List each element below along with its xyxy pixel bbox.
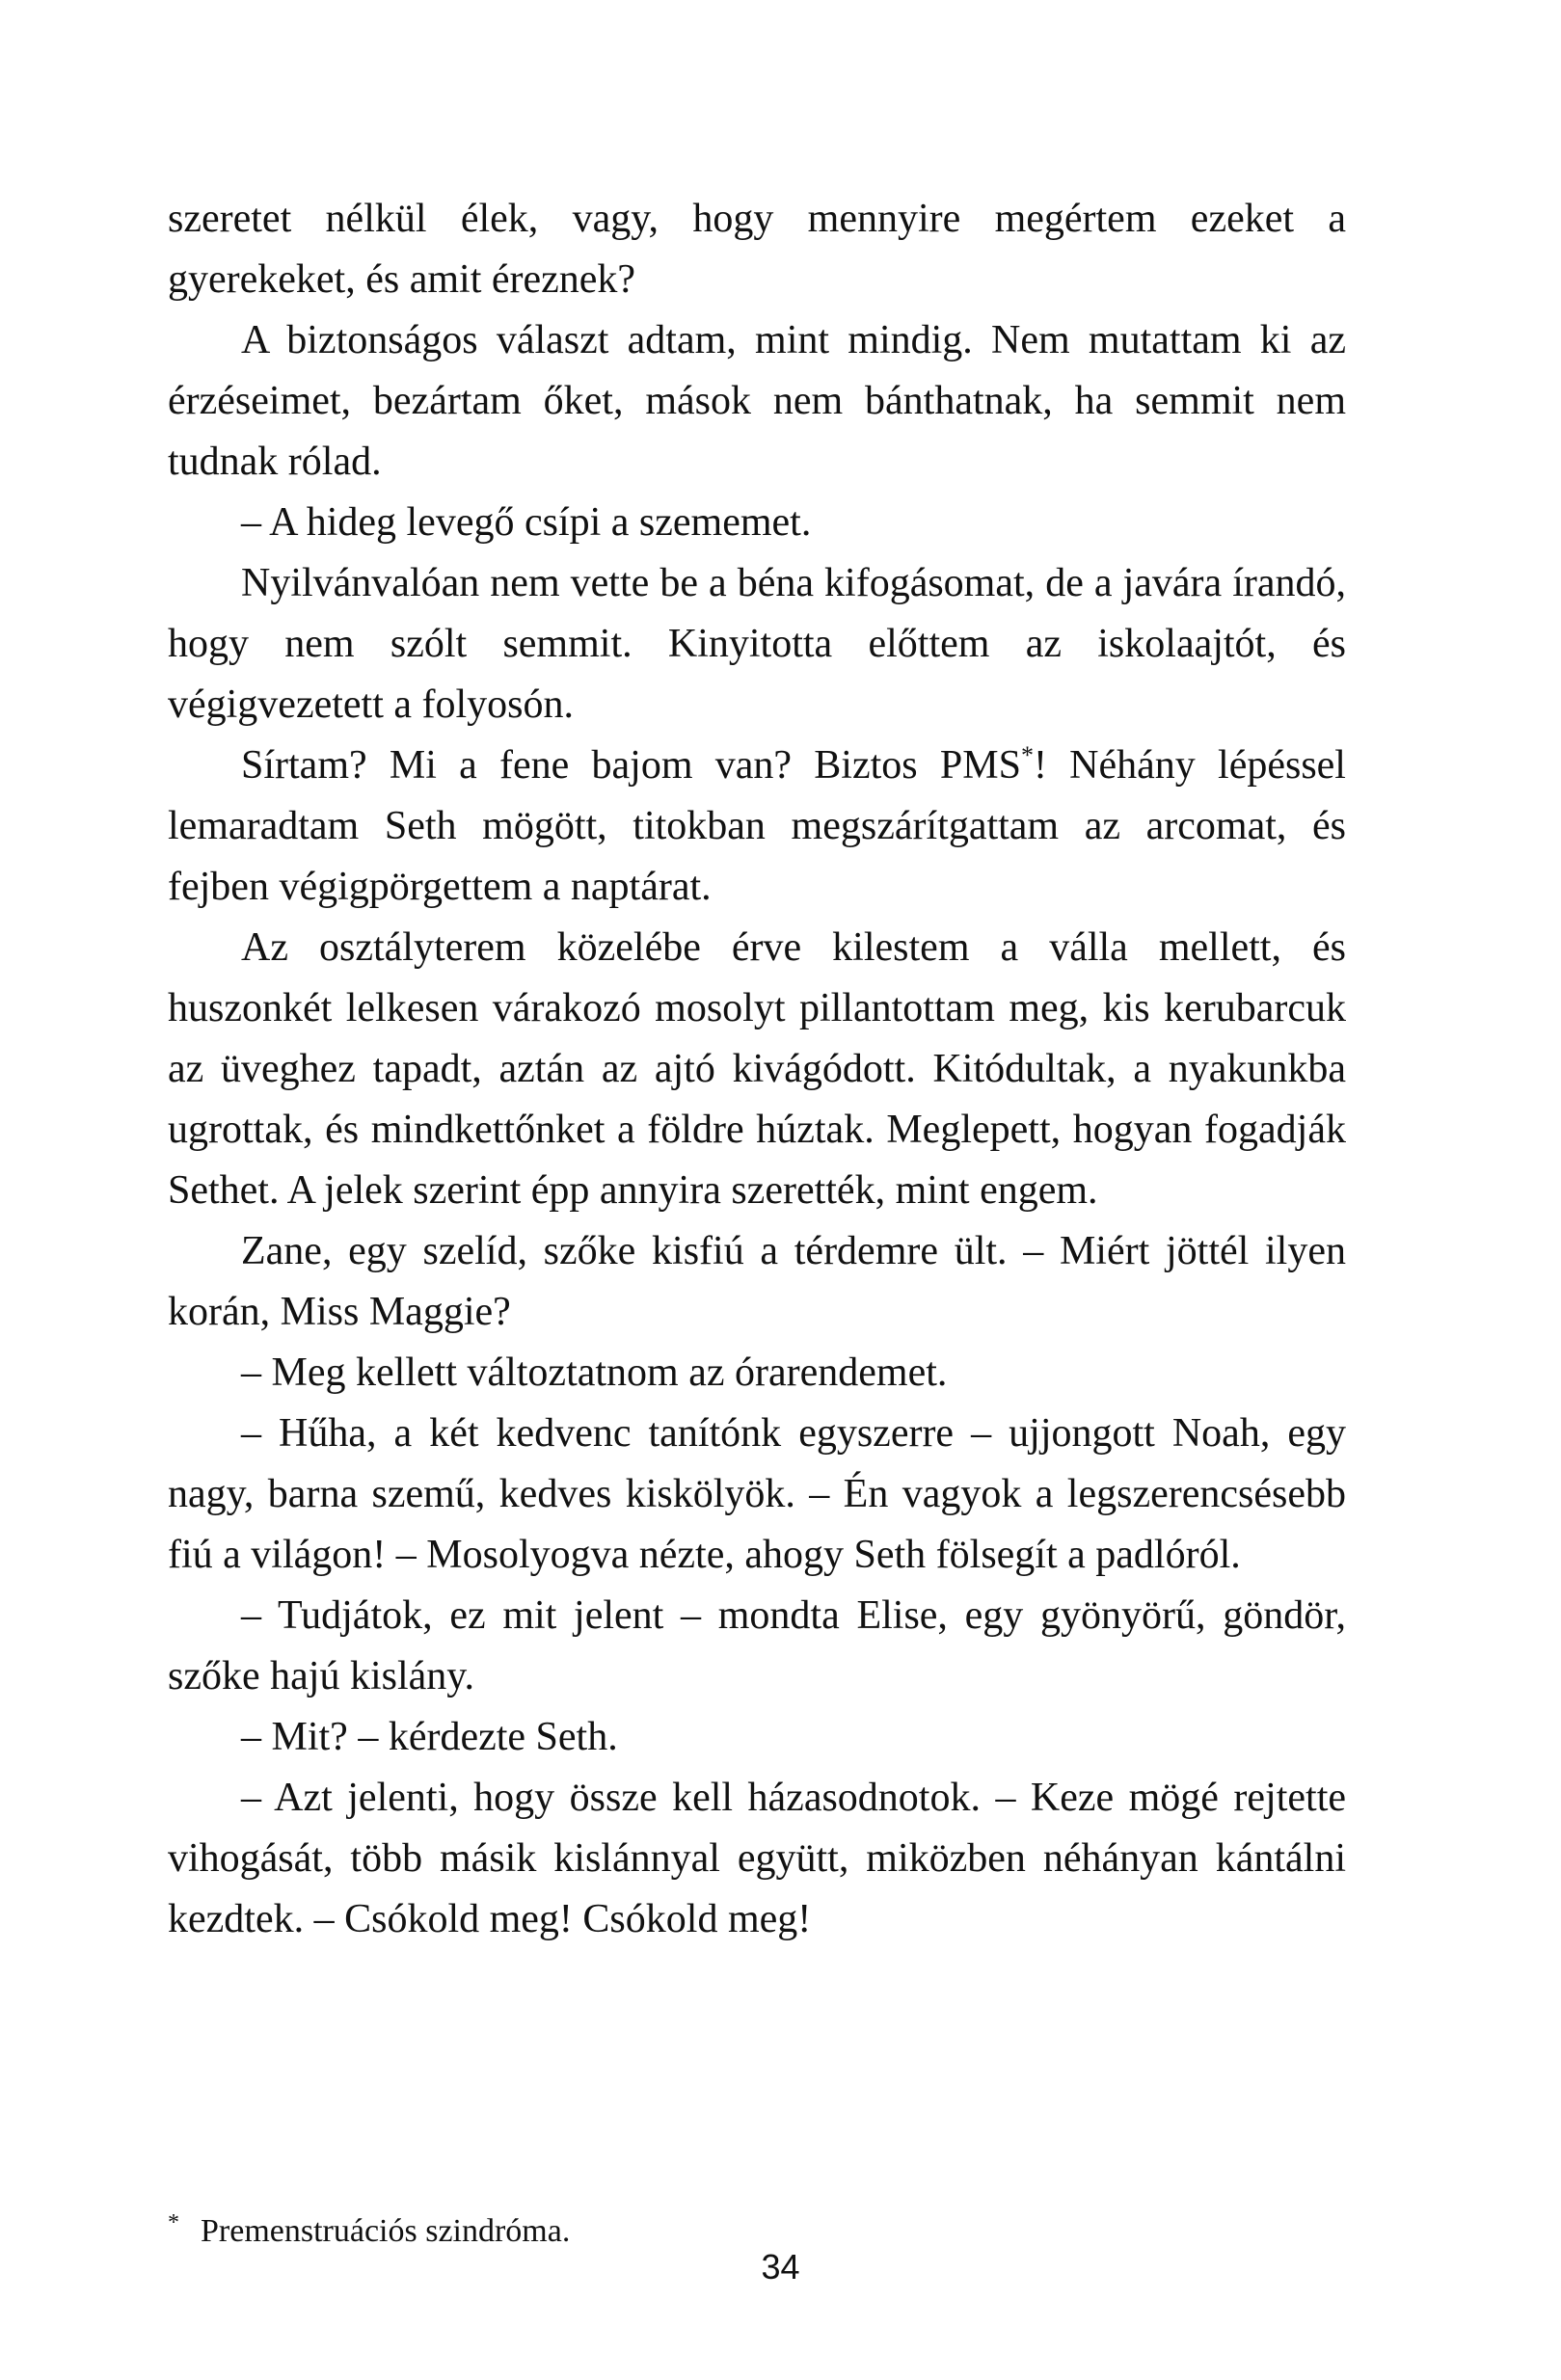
footnote-marker: * xyxy=(168,2209,179,2235)
footnote-reference: * xyxy=(1020,741,1034,769)
paragraph-4: Nyilvánvalóan nem vette be a béna kifogásomat, de a javára írandó, hogy nem szólt semmit. Kinyitotta előttem az iskolaajtót, és végigvezetett a folyosón. xyxy=(168,561,1346,727)
paragraph-12: – Azt jelenti, hogy össze kell házasodnotok. – Keze mögé rejtette vihogását, több másik kislánnyal együtt, miközben néhányan kántálni kezdtek. – Csókold meg! Csókold meg! xyxy=(168,1776,1346,1941)
paragraph-7: Zane, egy szelíd, szőke kisfiú a térdemre ült. – Miért jöttél ilyen korán, Miss Maggie? xyxy=(168,1229,1346,1334)
paragraph-5-part-a: Sírtam? Mi a fene bajom van? Biztos PMS xyxy=(241,743,1021,788)
paragraph-5 xyxy=(168,735,1346,918)
paragraph-1: szeretet nélkül élek, vagy, hogy mennyire megértem ezeket a gyerekeket, és amit éreznek? xyxy=(168,197,1346,302)
paragraph-10: – Tudjátok, ez mit jelent – mondta Elise, egy gyönyörű, göndör, szőke hajú kislány. xyxy=(168,1593,1346,1698)
paragraph-5-part-b: ! Néhány lépéssel lemaradtam Seth mögött, titokban megszárítgattam az arcomat, és fejben végigpörgettem a naptárat. xyxy=(168,743,1346,909)
page-number: 34 xyxy=(761,2247,800,2286)
paragraph-2: A biztonságos választ adtam, mint mindig. Nem mutattam ki az érzéseimet, bezártam őket, mások nem bánthatnak, ha semmit nem tudnak rólad. xyxy=(168,318,1346,484)
paragraph-11: – Mit? – kérdezte Seth. xyxy=(241,1715,618,1759)
paragraph-9: – Hűha, a két kedvenc tanítónk egyszerre – ujjongott Noah, egy nagy, barna szemű, kedves kiskölyök. – Én vagyok a legszerencsésebb fiú a világon! – Mosolyogva nézte, ahogy Seth fölsegít a padlóról. xyxy=(168,1411,1346,1577)
paragraph-6: Az osztályterem közelébe érve kilestem a válla mellett, és huszonkét lelkesen várakozó mosolyt pillantottam meg, kis kerubarcuk az üveghez tapadt, aztán az ajtó kivágódott. Kitódultak, a nyakunkba ugrottak, és mindkettőnket a földre húztak. Meglepett, hogyan fogadják Sethet. A jelek szerint épp annyira szerették, mint engem. xyxy=(168,925,1346,1213)
paragraph-8: – Meg kellett változtatnom az órarendemet. xyxy=(241,1350,948,1395)
paragraph-3: – A hideg levegő csípi a szememet. xyxy=(241,500,812,545)
body-text xyxy=(168,189,1346,1950)
footnote-text: Premenstruációs szindróma. xyxy=(201,2213,571,2249)
